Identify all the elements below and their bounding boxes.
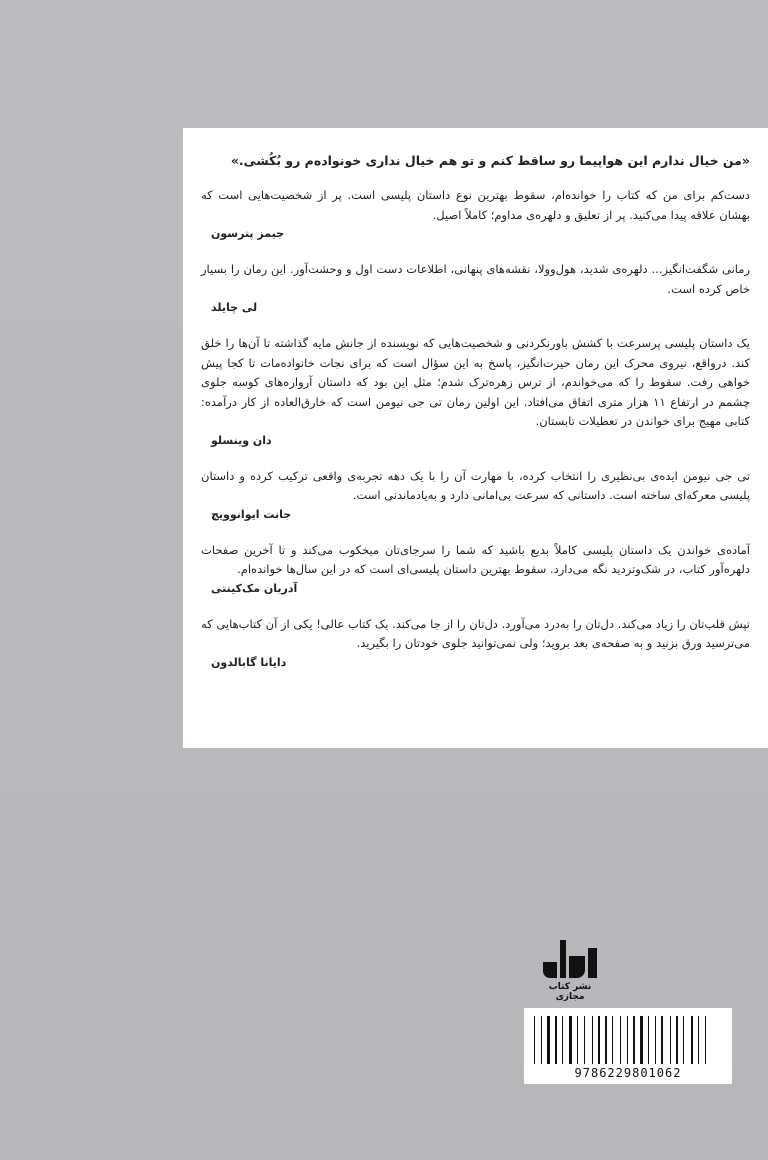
barcode-bars xyxy=(534,1016,722,1064)
review-text: رمانی شگفت‌انگیز... دلهره‌ی شدید، هول‌وولا، نقشه‌های پنهانی، اطلاعات دست اول و وحشت‌آور. این رمان را بسیار خاص کرده است. xyxy=(201,262,750,296)
barcode xyxy=(524,1008,732,1084)
review-author: دایانا گابالدون xyxy=(211,655,287,669)
review-author: لی چایلد xyxy=(211,301,258,314)
review-text: دست‌کم برای من که کتاب را خوانده‌ام، سقوط بهترین نوع داستان پلیسی است. پر از شخصیت‌هایی است که بهشان علاقه پیدا می‌کنید. پر از تعلیق و دلهره‌ی مداوم؛ کاملاً اصیل. xyxy=(201,188,750,222)
publisher-name: نشر کتاب مجازی xyxy=(548,982,592,1002)
review-author: جانت ایوانوویچ xyxy=(211,507,292,521)
review-author: آدریان مک‌کینتی xyxy=(211,581,298,595)
review-text: تپش قلب‌تان را زیاد می‌کند. دل‌تان را به‌درد می‌آورد. دل‌تان را از جا می‌کند. یک کتاب عالی! یکی از آن کتاب‌هایی که می‌ترسید ورق بزنید و به صفحه‌ی بعد بروید؛ ولی نمی‌توانید جلوی خودتان را بگیرید. xyxy=(201,616,750,650)
isbn-number: 9786229801062 xyxy=(574,1066,682,1080)
review-text: یک داستان پلیسی پرسرعت با کشش باورنکردنی و شخصیت‌هایی که نویسنده از جانش مایه گذاشته تا آن‌ها را خلق کند. درواقع، نیروی محرک این رمان حیرت‌انگیز، پاسخ به این سؤال است که برای نجات خانواده‌مات تا کجا پیش خواهی رفت. سقوط را که می‌خواندم، از ترس زهره‌ترک شدم؛ مثل این بود که داستان آرواره‌های کوسه جلوی چشمم در ارتفاع ۱۱ هزار متری اتفاق می‌افتاد. این اولین رمان تی جی نیومن است که خارق‌العاده از کار درآمده: کتابی مهیج برای خواندن در تعطیلات تابستان. xyxy=(201,336,750,428)
publisher-logo-icon xyxy=(540,940,600,978)
review-author: دان وینسلو xyxy=(211,433,272,447)
blurb-panel xyxy=(183,128,768,748)
review-author: جیمز پترسون xyxy=(211,227,285,240)
review-text: آماده‌ی خواندن یک داستان پلیسی کاملاً بدیع باشید که شما را سرجای‌تان میخکوب می‌کند و تا آخرین صفحات دلهره‌آور کتاب، در شک‌وتردید نگه می‌دارد. سقوط بهترین داستان پلیسی‌ای است که در این سال‌ها خوانده‌ام. xyxy=(201,542,750,576)
pull-quote: «من خیال ندارم این هواپیما رو ساقط کنم و تو هم خیال نداری خونواده‌م رو بُکُشی.» xyxy=(230,153,750,168)
review-text: تی جی نیومن ایده‌ی بی‌نظیری را انتخاب کرده، با مهارت آن را با یک دهه تجربه‌ی واقعی ترکیب کرده و داستان پلیسی معرکه‌ای ساخته است. داستانی که سرعت بی‌امانی دارد و به‌یادماندنی است. xyxy=(201,468,750,502)
publisher-logo xyxy=(534,940,606,1002)
